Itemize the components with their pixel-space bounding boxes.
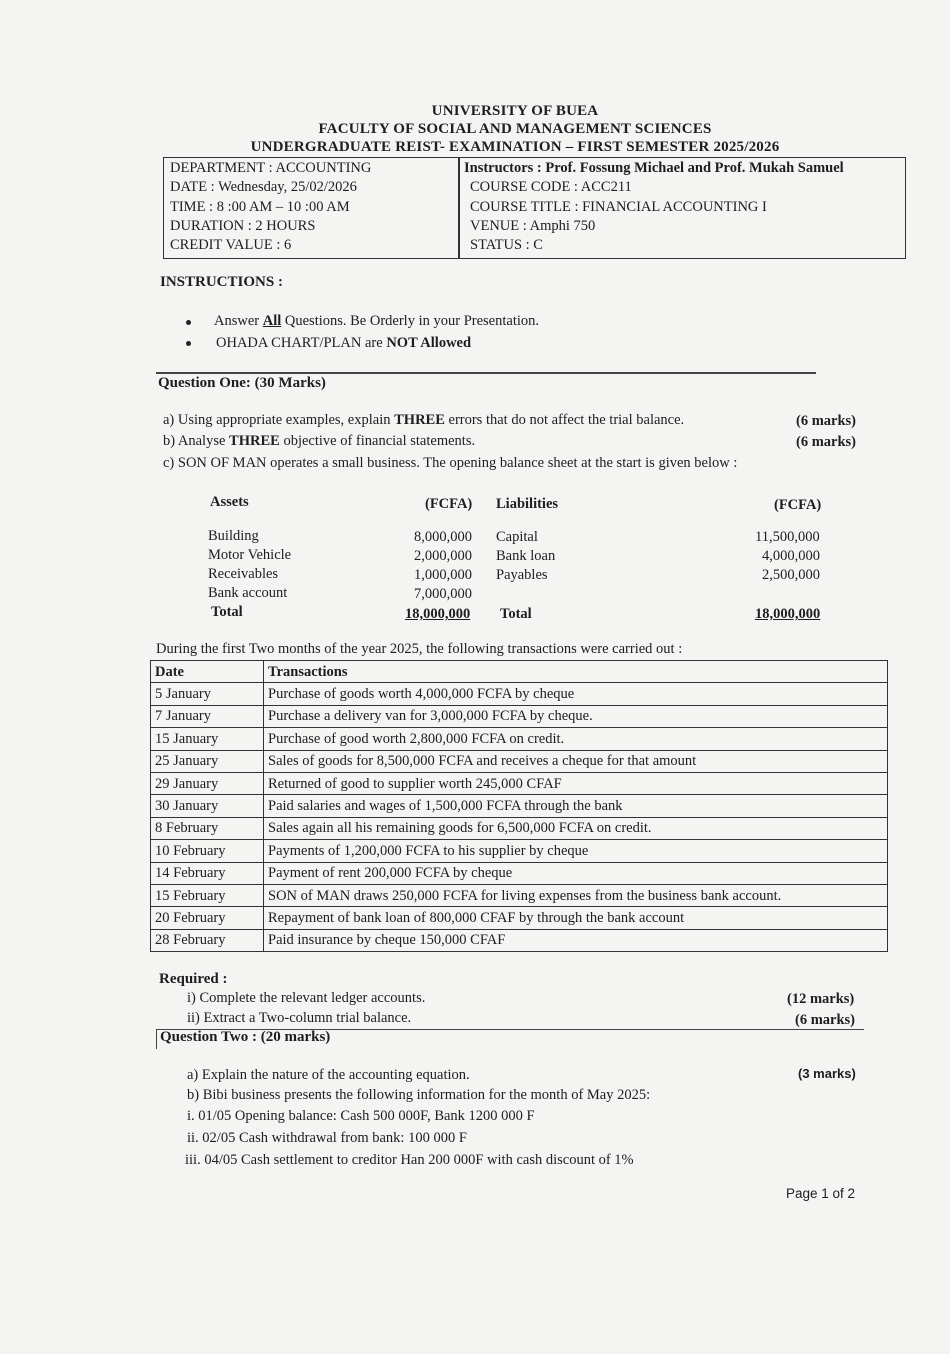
transaction-date: 28 February: [151, 929, 264, 951]
venue: VENUE : Amphi 750: [470, 218, 596, 234]
liability-value: 2,500,000: [762, 567, 820, 583]
question-1c: c) SON OF MAN operates a small business. The opening balance sheet at the start is given below :: [163, 455, 738, 471]
asset-label: Building: [208, 528, 259, 544]
table-row: [151, 683, 888, 705]
transaction-description: Payment of rent 200,000 FCFA by cheque: [264, 862, 888, 884]
transaction-description: Purchase of goods worth 4,000,000 FCFA by cheque: [264, 683, 888, 705]
transaction-date: 10 February: [151, 840, 264, 862]
exam-title: UNDERGRADUATE REIST- EXAMINATION – FIRST SEMESTER 2025/2026: [250, 139, 780, 155]
course-title: COURSE TITLE : FINANCIAL ACCOUNTING I: [470, 199, 767, 215]
instructions-title: INSTRUCTIONS :: [160, 274, 283, 290]
bullet-icon: [186, 341, 191, 346]
question-2b: b) Bibi business presents the following information for the month of May 2025:: [187, 1087, 651, 1103]
page-number: Page 1 of 2: [786, 1186, 856, 1201]
question-1b: b) Analyse THREE objective of financial statements.: [163, 433, 476, 449]
transaction-description: Payments of 1,200,000 FCFA to his supplier by cheque: [264, 840, 888, 862]
table-row: [151, 862, 888, 884]
asset-value: 1,000,000: [414, 567, 472, 583]
info-divider: [458, 158, 460, 258]
date-column-header: Date: [151, 661, 264, 683]
total-assets-label: Total: [211, 604, 243, 620]
assets-header: Assets: [210, 494, 249, 510]
exam-time: TIME : 8 :00 AM – 10 :00 AM: [170, 199, 350, 215]
faculty-name: FACULTY OF SOCIAL AND MANAGEMENT SCIENCES: [318, 121, 712, 137]
transaction-date: 30 January: [151, 795, 264, 817]
asset-value: 2,000,000: [414, 548, 472, 564]
instruction-2: OHADA CHART/PLAN are NOT Allowed: [216, 335, 472, 351]
question-two-title: Question Two : (20 marks): [160, 1029, 331, 1045]
total-liabilities-value: 18,000,000: [755, 606, 821, 622]
transaction-description: SON of MAN draws 250,000 FCFA for living expenses from the business bank account.: [264, 884, 888, 906]
exam-info-box: [163, 157, 906, 259]
exam-duration: DURATION : 2 HOURS: [170, 218, 316, 234]
total-liabilities-label: Total: [500, 606, 532, 622]
table-row: [151, 728, 888, 750]
question-1b-marks: (6 marks): [796, 434, 857, 450]
transaction-description: Sales again all his remaining goods for 6,500,000 FCFA on credit.: [264, 817, 888, 839]
table-row: [151, 750, 888, 772]
liability-value: 11,500,000: [755, 529, 820, 545]
required-title: Required :: [159, 971, 228, 987]
table-row: [151, 705, 888, 727]
status: STATUS : C: [470, 237, 543, 253]
required-i: i) Complete the relevant ledger accounts.: [187, 990, 426, 1006]
table-row: [151, 884, 888, 906]
transactions-table: [150, 660, 888, 952]
instruction-1: Answer All Questions. Be Orderly in your Presentation.: [214, 313, 540, 329]
divider: [156, 1029, 157, 1049]
liability-label: Bank loan: [496, 548, 556, 564]
fcfa-left-header: (FCFA): [425, 496, 473, 512]
question-1a: a) Using appropriate examples, explain THREE errors that do not affect the trial balance.: [163, 412, 685, 428]
question-2b-iii: iii. 04/05 Cash settlement to creditor Han 200 000F with cash discount of 1%: [185, 1152, 634, 1168]
liability-label: Payables: [496, 567, 548, 583]
instructors: Instructors : Prof. Fossung Michael and Prof. Mukah Samuel: [464, 160, 844, 176]
transaction-date: 14 February: [151, 862, 264, 884]
course-code: COURSE CODE : ACC211: [470, 179, 632, 195]
transaction-date: 20 February: [151, 907, 264, 929]
transaction-date: 15 February: [151, 884, 264, 906]
asset-label: Receivables: [208, 566, 279, 582]
asset-label: Motor Vehicle: [208, 547, 292, 563]
total-assets-value: 18,000,000: [405, 606, 471, 622]
table-row: [151, 907, 888, 929]
asset-label: Bank account: [208, 585, 288, 601]
transaction-date: 8 February: [151, 817, 264, 839]
bullet-icon: [186, 320, 191, 325]
transaction-description: Paid salaries and wages of 1,500,000 FCFA through the bank: [264, 795, 888, 817]
university-name: UNIVERSITY OF BUEA: [431, 103, 599, 119]
transaction-description: Returned of good to supplier worth 245,000 CFAF: [264, 772, 888, 794]
transaction-description: Repayment of bank loan of 800,000 CFAF by through the bank account: [264, 907, 888, 929]
transaction-date: 25 January: [151, 750, 264, 772]
table-row: [151, 817, 888, 839]
table-row: [151, 840, 888, 862]
required-i-marks: (12 marks): [787, 991, 855, 1007]
transaction-date: 5 January: [151, 683, 264, 705]
fcfa-right-header: (FCFA): [774, 497, 822, 513]
question-2b-i: i. 01/05 Opening balance: Cash 500 000F, Bank 1200 000 F: [187, 1108, 535, 1124]
question-2a-marks: (3 marks): [798, 1066, 856, 1081]
table-row: [151, 795, 888, 817]
transactions-intro: During the first Two months of the year 2025, the following transactions were carried out :: [156, 641, 683, 657]
table-row: [151, 772, 888, 794]
divider: [156, 372, 816, 374]
liability-label: Capital: [496, 529, 538, 545]
transaction-description: Purchase of good worth 2,800,000 FCFA on credit.: [264, 728, 888, 750]
question-1a-marks: (6 marks): [796, 413, 857, 429]
question-one-title: Question One: (30 Marks): [158, 375, 326, 391]
transaction-date: 29 January: [151, 772, 264, 794]
question-2a: a) Explain the nature of the accounting equation.: [187, 1067, 470, 1083]
transaction-description: Sales of goods for 8,500,000 FCFA and receives a cheque for that amount: [264, 750, 888, 772]
transaction-date: 15 January: [151, 728, 264, 750]
required-ii: ii) Extract a Two-column trial balance.: [187, 1010, 412, 1026]
asset-value: 7,000,000: [414, 586, 472, 602]
table-header-row: [151, 661, 888, 683]
transaction-description: Paid insurance by cheque 150,000 CFAF: [264, 929, 888, 951]
liability-value: 4,000,000: [762, 548, 820, 564]
required-ii-marks: (6 marks): [795, 1012, 856, 1028]
transaction-description: Purchase a delivery van for 3,000,000 FCFA by cheque.: [264, 705, 888, 727]
asset-value: 8,000,000: [414, 529, 472, 545]
liabilities-header: Liabilities: [496, 496, 559, 512]
department: DEPARTMENT : ACCOUNTING: [170, 160, 372, 176]
transaction-date: 7 January: [151, 705, 264, 727]
credit-value: CREDIT VALUE : 6: [170, 237, 292, 253]
question-2b-ii: ii. 02/05 Cash withdrawal from bank: 100 000 F: [187, 1130, 467, 1146]
table-row: [151, 929, 888, 951]
exam-date: DATE : Wednesday, 25/02/2026: [170, 179, 357, 195]
transactions-column-header: Transactions: [264, 661, 888, 683]
